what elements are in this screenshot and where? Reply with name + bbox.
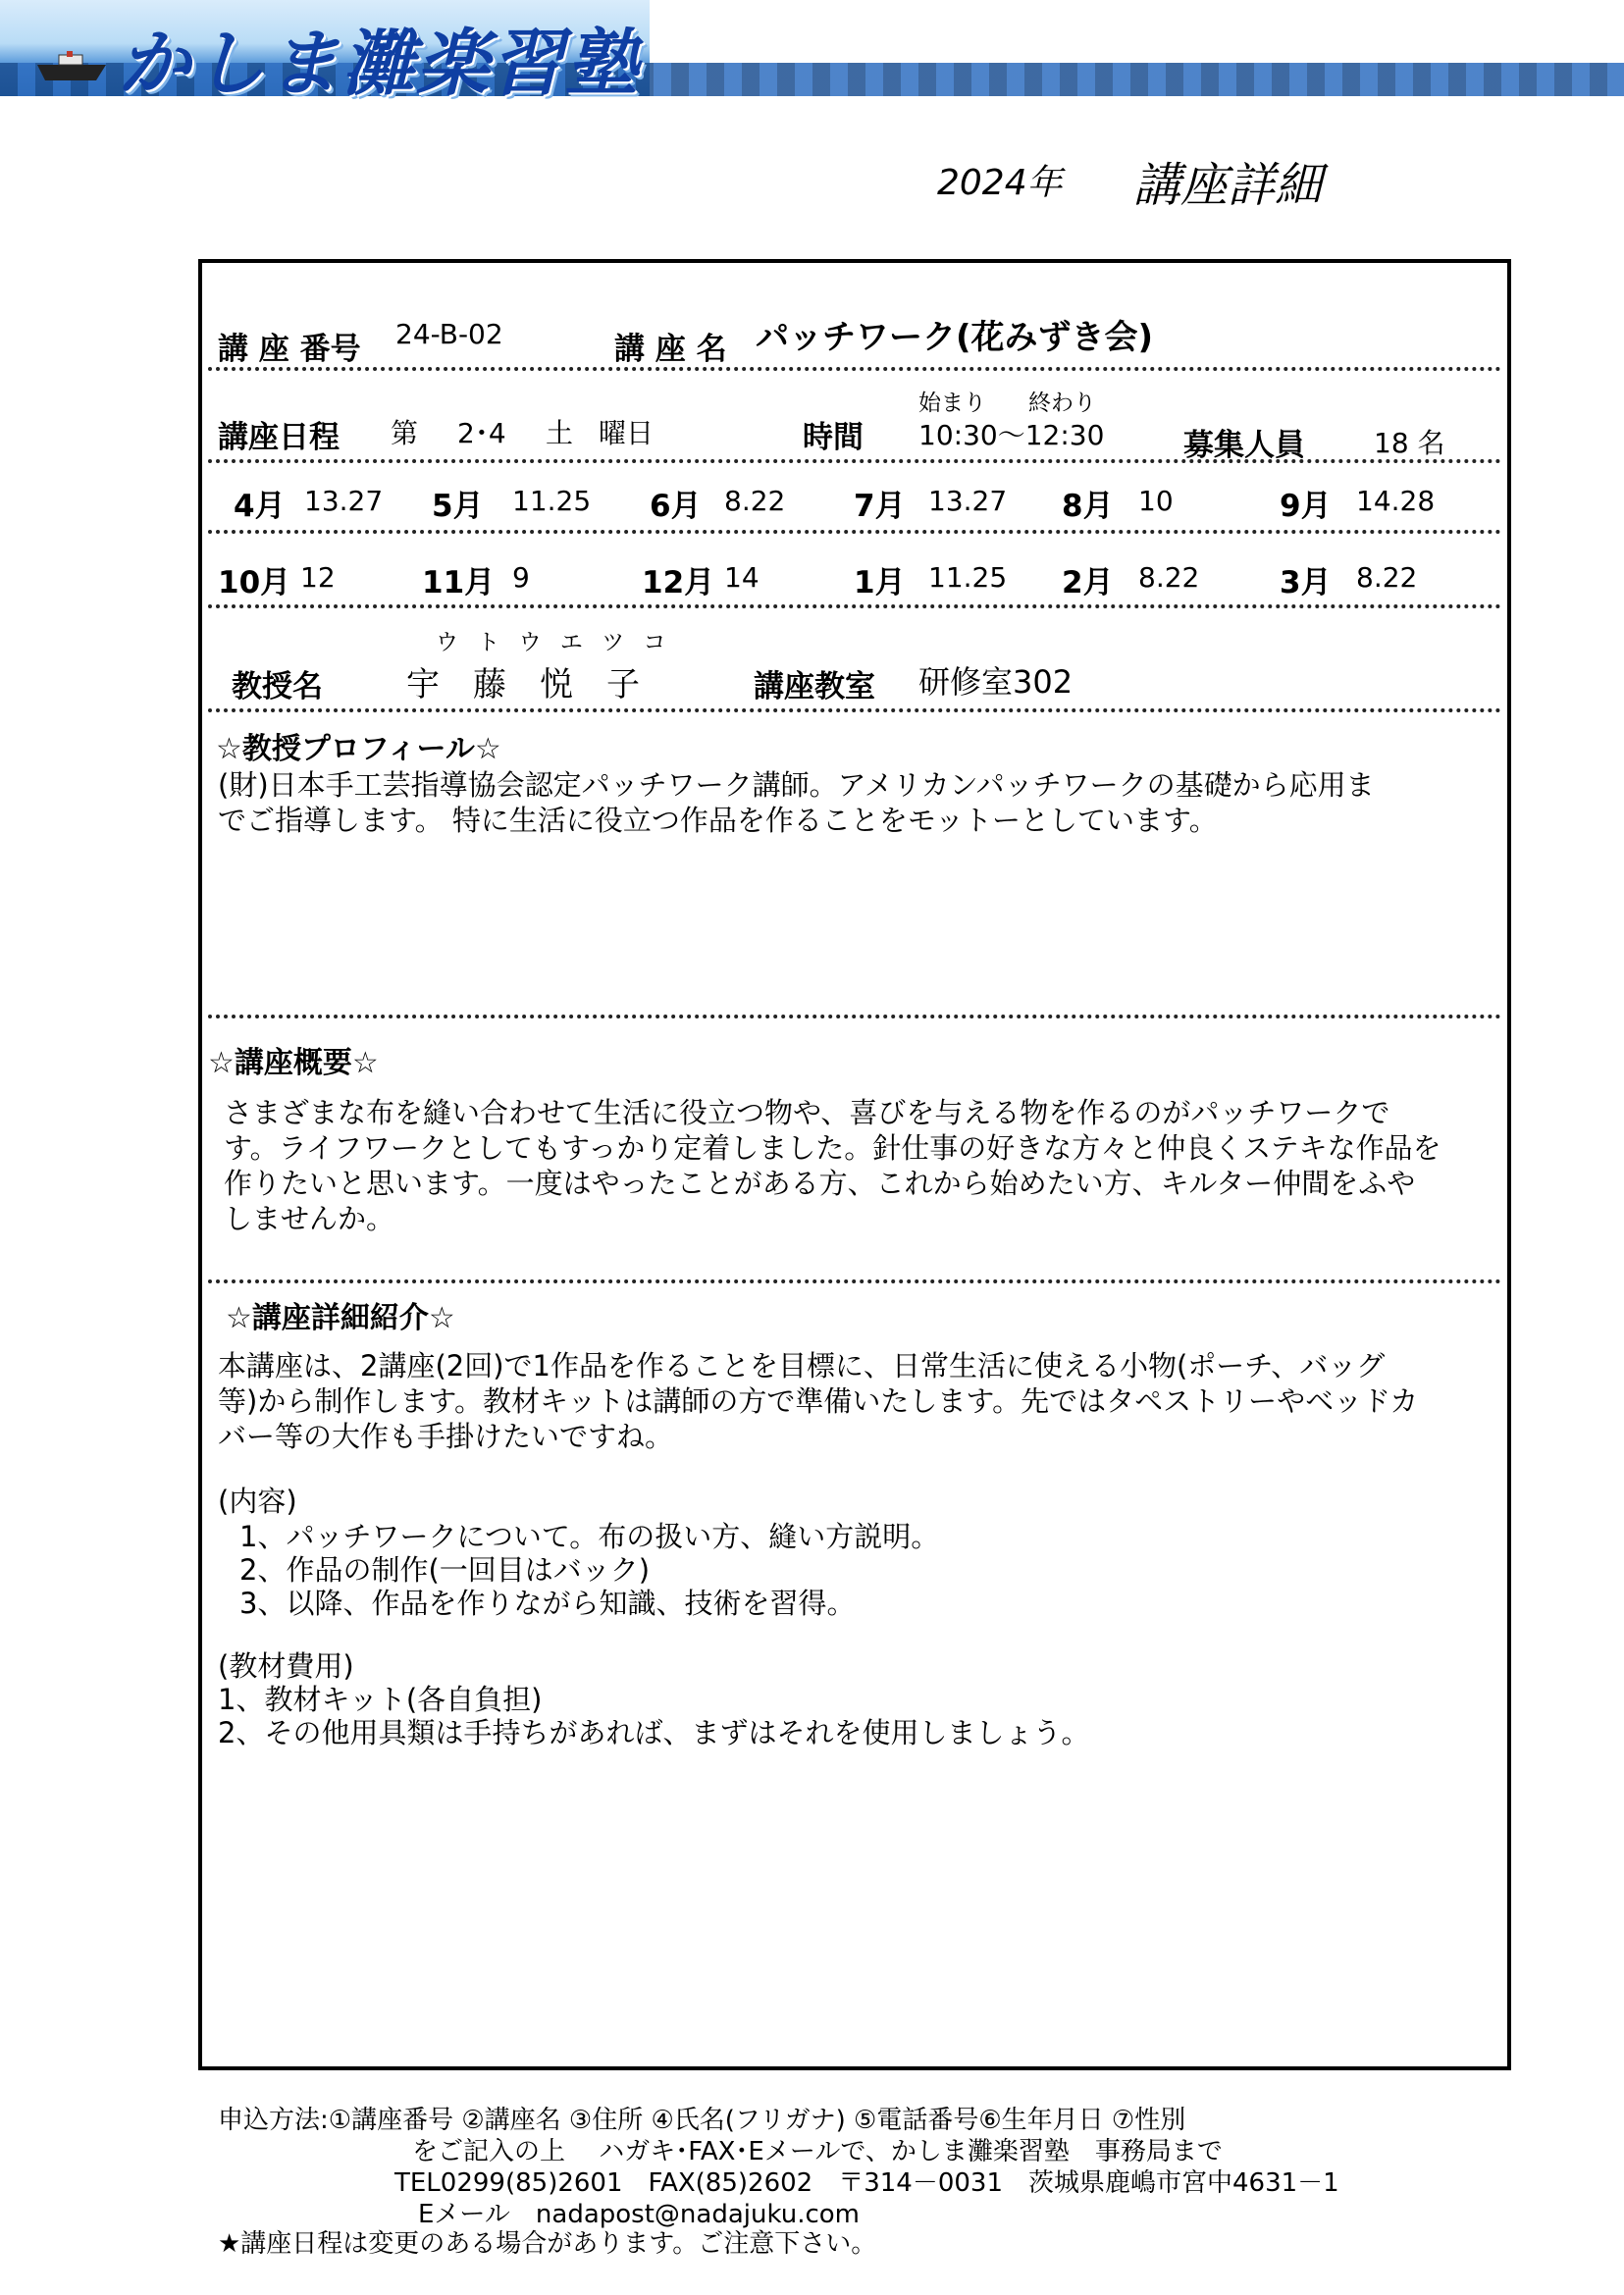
schedule-weeks: 2･4 <box>457 417 506 449</box>
instructor-furigana: ウ ト ウ エ ツ コ <box>436 630 672 655</box>
content-item: 1、パッチワークについて。布の扱い方、縫い方説明。 <box>239 1520 940 1553</box>
month-days: 8.22 <box>1356 561 1418 594</box>
cost-item: 2、その他用具類は手持ちがあれば、まずはそれを使用しましょう。 <box>218 1716 1090 1749</box>
month-label: 2月 <box>1062 565 1114 600</box>
details-heading: ☆講座詳細紹介☆ <box>226 1301 455 1335</box>
time-end-caption: 終わり <box>1028 391 1096 416</box>
month-label: 3月 <box>1280 565 1332 600</box>
content-heading: (内容) <box>218 1485 297 1518</box>
month-label: 4月 <box>234 489 286 524</box>
divider <box>208 459 1501 463</box>
divider <box>208 604 1501 608</box>
overview-line: す。ライフワークとしてもすっかり定着しました。針仕事の好きな方々と仲良くステキな作品を <box>224 1131 1441 1165</box>
divider <box>208 1015 1501 1018</box>
logo-title: かしま灘楽習塾 <box>118 22 640 106</box>
month-days: 13.27 <box>304 485 384 517</box>
profile-line: (財)日本手工芸指導協会認定パッチワーク講師。アメリカンパッチワークの基礎から応用ま <box>218 768 1375 802</box>
ship-icon <box>37 51 106 80</box>
divider <box>208 708 1501 712</box>
course-number-label: 講 座 番号 <box>218 332 361 367</box>
contact-email: Eメール nadapost@nadajuku.com <box>418 2200 860 2229</box>
schedule-label: 講座日程 <box>218 420 340 455</box>
application-method: 申込方法:①講座番号 ②講座名 ③住所 ④氏名(フリガナ) ⑤電話番号⑥生年月日 ⑦性別 <box>218 2106 1186 2135</box>
course-name: パッチワーク(花みずき会) <box>756 318 1154 357</box>
schedule-notice: ★講座日程は変更のある場合があります。ご注意下さい。 <box>218 2229 877 2259</box>
divider <box>208 530 1501 534</box>
month-days: 10 <box>1138 485 1174 517</box>
contact-address: TEL0299(85)2601 FAX(85)2602 〒314－0031 茨城県鹿嶋市宮中4631－1 <box>394 2168 1339 2198</box>
month-days: 11.25 <box>928 561 1008 594</box>
details-line: 等)から制作します。教材キットは講師の方で準備いたします。先ではタペストリーやベッドカ <box>218 1384 1419 1418</box>
month-label: 8月 <box>1062 489 1114 524</box>
profile-line: でご指導します。 特に生活に役立つ作品を作ることをモットーとしています。 <box>218 804 1218 837</box>
overview-heading: ☆講座概要☆ <box>208 1046 379 1080</box>
month-days: 14.28 <box>1356 485 1436 517</box>
month-days: 8.22 <box>724 485 786 517</box>
details-line: 本講座は、2講座(2回)で1作品を作ることを目標に、日常生活に使える小物(ポーチ、バッグ <box>218 1349 1386 1382</box>
cost-heading: (教材費用) <box>218 1649 354 1683</box>
course-name-label: 講 座 名 <box>614 332 727 367</box>
month-label: 1月 <box>854 565 906 600</box>
room-label: 講座教室 <box>754 669 875 704</box>
schedule-dai: 第 <box>391 417 419 449</box>
content-item: 2、作品の制作(一回目はバック) <box>239 1553 651 1587</box>
month-label: 5月 <box>432 489 484 524</box>
details-line: バー等の大作も手掛けたいですね。 <box>218 1420 674 1453</box>
schedule-day: 土 <box>546 417 574 449</box>
month-days: 8.22 <box>1138 561 1200 594</box>
time-label: 時間 <box>803 420 864 455</box>
classroom: 研修室302 <box>918 663 1074 701</box>
overview-line: しませんか。 <box>224 1202 395 1235</box>
month-days: 9 <box>512 561 530 594</box>
divider <box>208 1279 1501 1283</box>
time-start-caption: 始まり <box>918 391 986 416</box>
divider <box>208 367 1501 371</box>
month-days: 12 <box>300 561 336 594</box>
month-days: 13.27 <box>928 485 1008 517</box>
capacity: 18 名 <box>1374 427 1445 459</box>
course-time: 10:30～12:30 <box>918 419 1105 451</box>
month-label: 6月 <box>650 489 702 524</box>
overview-line: さまざまな布を縫い合わせて生活に役立つ物や、喜びを与える物を作るのがパッチワークで <box>224 1096 1390 1129</box>
month-label: 11月 <box>422 565 496 600</box>
capacity-label: 募集人員 <box>1183 428 1305 463</box>
course-number: 24-B-02 <box>395 318 503 350</box>
school-logo <box>0 0 650 106</box>
month-label: 10月 <box>218 565 291 600</box>
profile-heading: ☆教授プロフィール☆ <box>216 732 501 766</box>
month-label: 12月 <box>642 565 715 600</box>
instructor-label: 教授名 <box>232 669 323 704</box>
month-label: 9月 <box>1280 489 1332 524</box>
application-instructions: をご記入の上 ハガキ･FAX･Eメールで、かしま灘楽習塾 事務局まで <box>412 2137 1223 2166</box>
document-title: 講座詳細 <box>1133 158 1323 213</box>
cost-item: 1、教材キット(各自負担) <box>218 1683 543 1716</box>
overview-line: 作りたいと思います。一度はやったことがある方、これから始めたい方、キルター仲間をふや <box>224 1167 1416 1200</box>
instructor-name: 宇 藤 悦 子 <box>406 665 640 704</box>
month-days: 11.25 <box>512 485 592 517</box>
year: 2024年 <box>937 163 1063 203</box>
content-item: 3、以降、作品を作りながら知識、技術を習得。 <box>239 1587 856 1620</box>
schedule-youbi: 曜日 <box>599 417 655 449</box>
month-label: 7月 <box>854 489 906 524</box>
month-days: 14 <box>724 561 760 594</box>
